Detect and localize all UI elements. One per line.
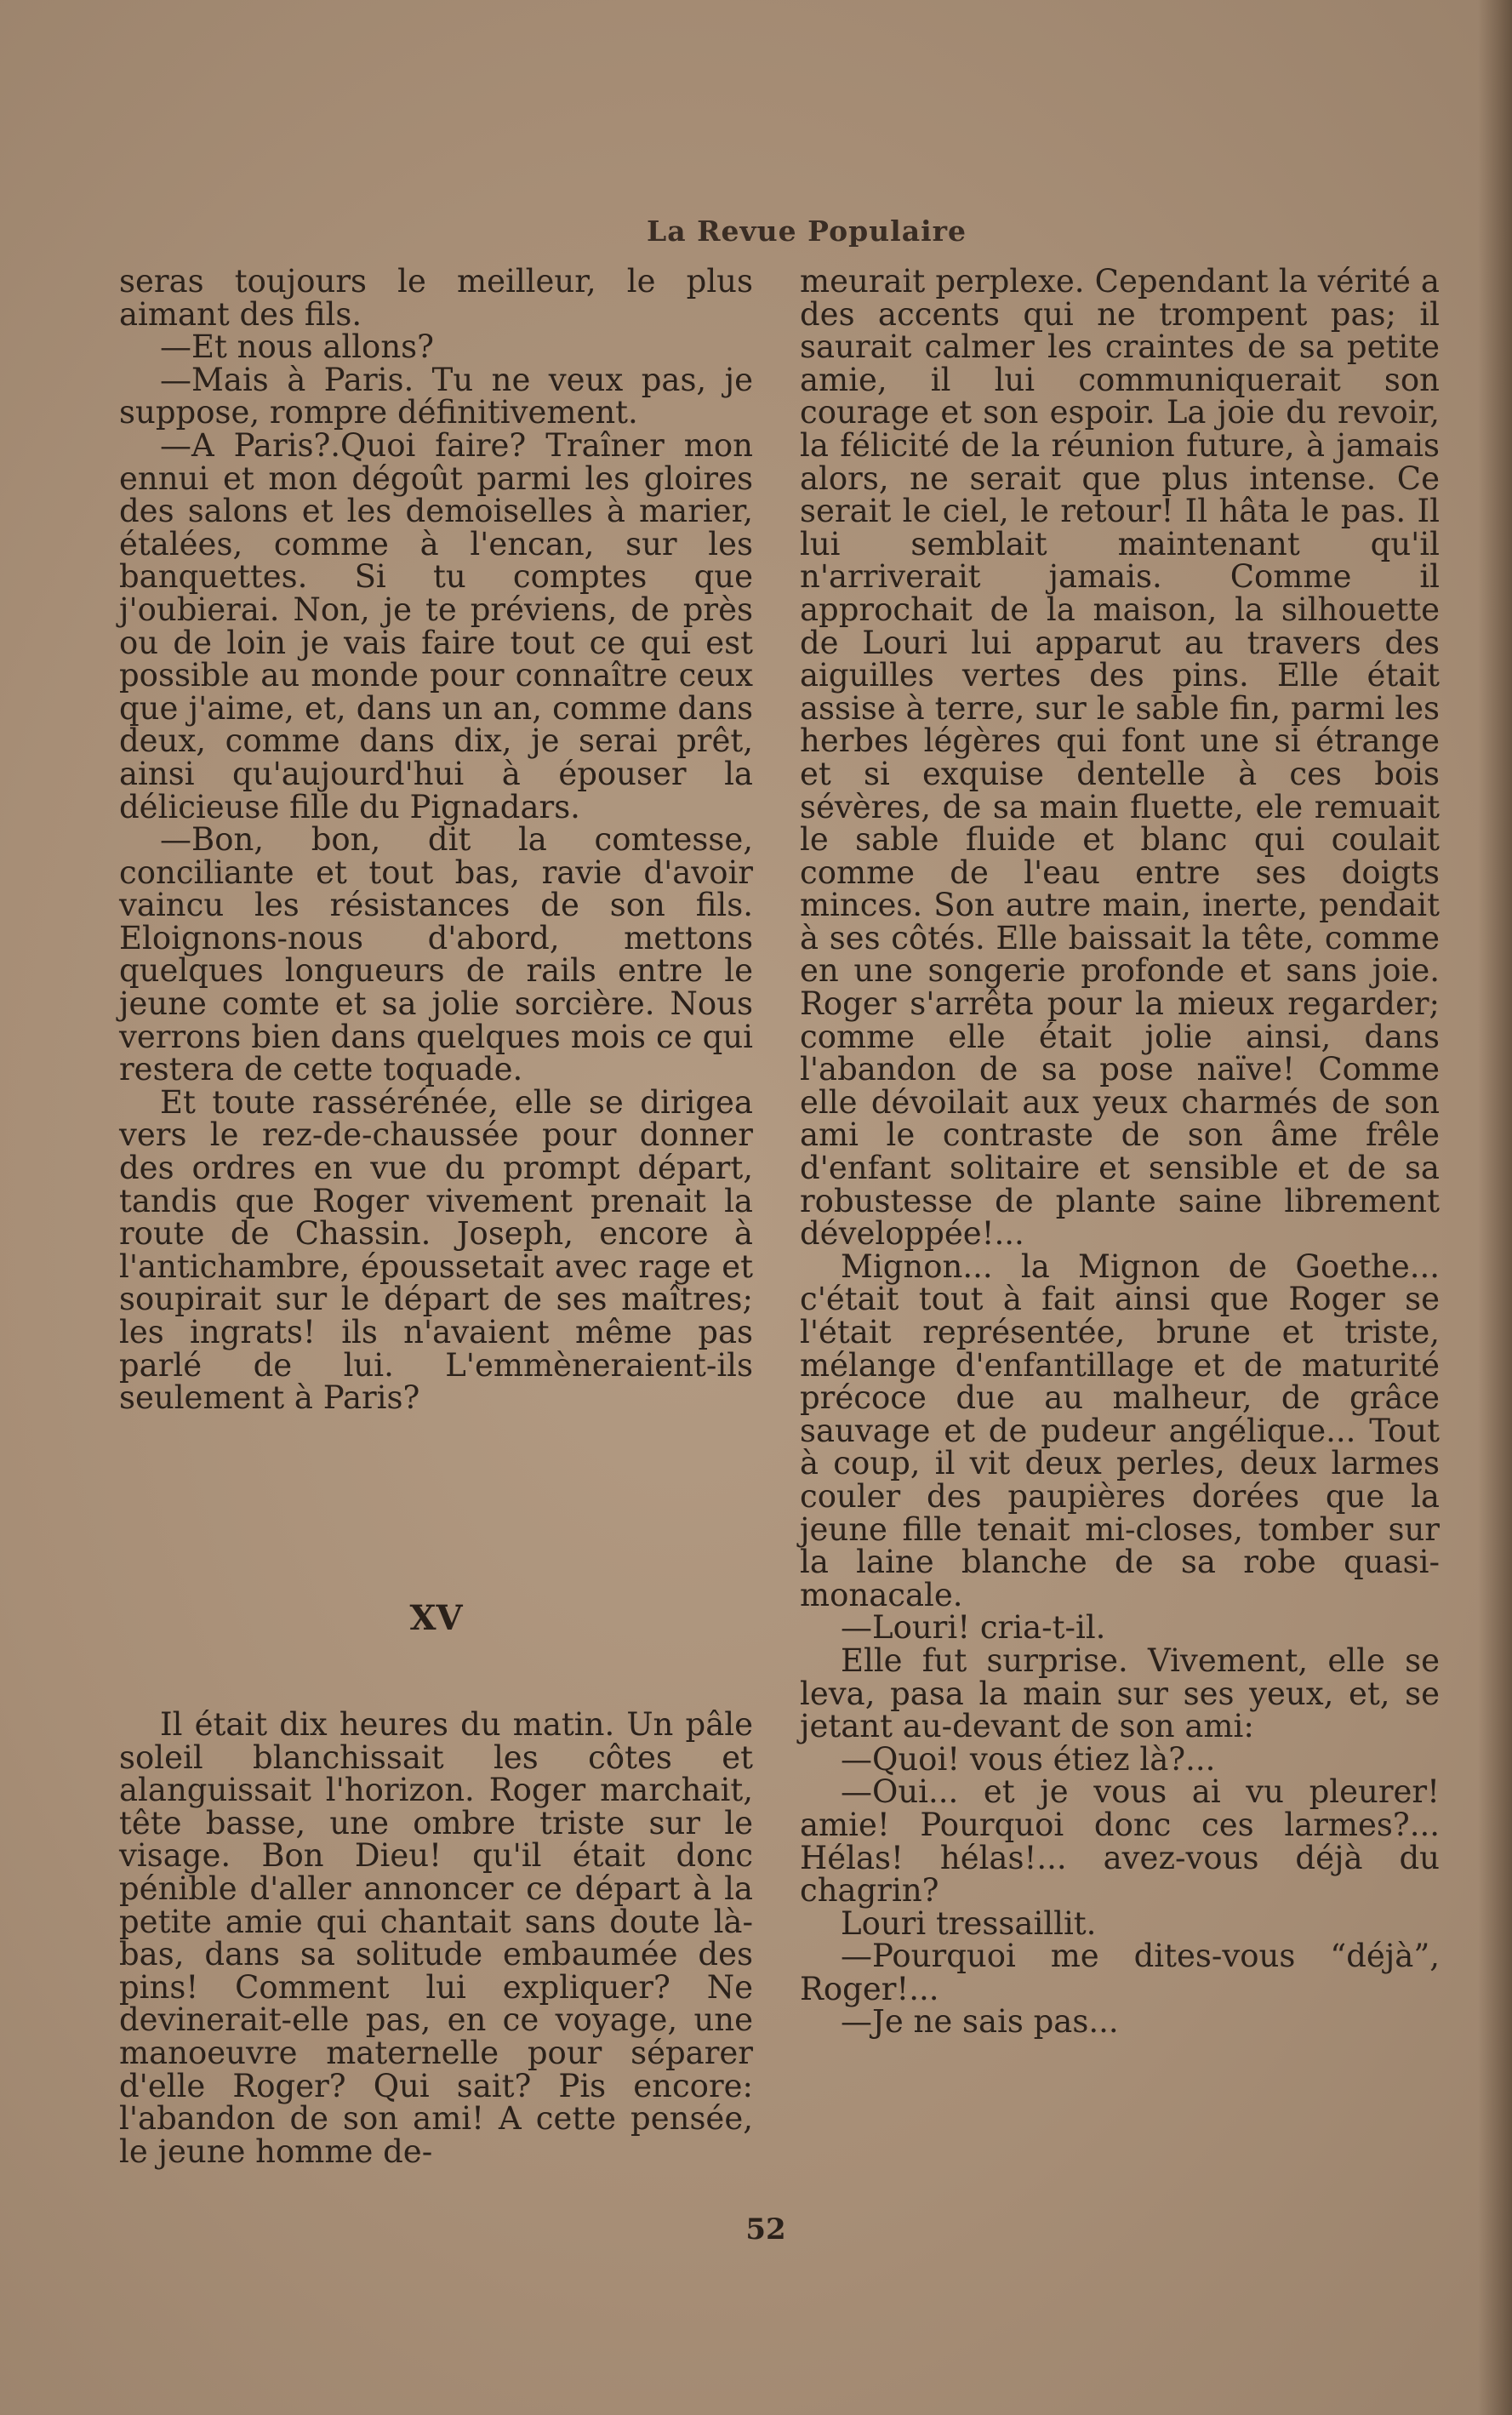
page-edge-shadow [1478, 0, 1512, 2415]
paragraph: —A Paris?.Quoi faire? Traîner mon ennui et mon dégoût parmi les gloires des salons et les demoiselles à marier, étalées, comme à l'encan, sur les banquettes. Si tu comptes que j'oubierai. Non, je te préviens, de près ou de loin je vais faire tout ce qui est possible au monde pour connaître ceux que j'aime, et, dans un an, comme dans deux, comme dans dix, je serai prêt, ainsi qu'aujourd'hui à épouser la délicieuse fille du Pignadars. [119, 426, 753, 825]
paragraph: —Mais à Paris. Tu ne veux pas, je suppose, rompre définitivement. [119, 361, 753, 431]
paragraph: Il était dix heures du matin. Un pâle soleil blanchissait les côtes et alanguissait l'horizon. Roger marchait, tête basse, une ombre triste sur le visage. Bon Dieu! qu'il était donc pénible d'aller annoncer ce départ à la petite amie qui chantait sans doute là-bas, dans sa solitude embaumée des pins! Comment lui expliquer? Ne devinerait-elle pas, en ce voyage, une manoeuvre maternelle pour séparer d'elle Roger? Qui sait? Pis encore: l'abandon de son ami! A cette pensée, le jeune homme de- [119, 1706, 753, 2170]
paragraph: —Oui... et je vous ai vu pleurer! amie! Pourquoi donc ces larmes?... Hélas! hélas!... avez-vous déjà du chagrin? [800, 1773, 1440, 1910]
right-column [800, 265, 1440, 2039]
paragraph: —Quoi! vous étiez là?... [841, 1740, 1216, 1778]
running-header: La Revue Populaire [647, 214, 967, 248]
paragraph: seras toujours le meilleur, le plus aimant des fils. [119, 263, 753, 333]
paragraph: Mignon... la Mignon de Goethe... c'était tout à fait ainsi que Roger se l'était représentée, brune et triste, mélange d'enfantillage et de maturité précoce due au malheur, de grâce sauvage et de pudeur angélique... Tout à coup, il vit deux perles, deux larmes couler des paupières dorées que la jeune fille tenait mi-closes, tomber sur la laine blanche de sa robe quasi-monacale. [800, 1247, 1440, 1613]
paragraph: —Pourquoi me dites-vous “déjà”, Roger!... [800, 1938, 1440, 2007]
paragraph: Louri tressaillit. [841, 1904, 1097, 1942]
left-column [119, 265, 753, 1415]
paragraph: meurait perplexe. Cependant la vérité a des accents qui ne trompent pas; il saurait calmer les craintes de sa petite amie, il lui communiquerait son courage et son espoir. La joie du revoir, la félicité de la réunion future, à jamais alors, ne serait que plus intense. Ce serait le ciel, le retour! Il hâta le pas. Il lui semblait maintenant qu'il n'arriverait jamais. Comme il approchait de la maison, la silhouette de Louri lui apparut au travers des aiguilles vertes des pins. Elle était assise à terre, sur le sable fin, parmi les herbes légères qui font une si étrange et si exquise dentelle à ces bois sévères, de sa main fluette, ele remuait le sable fluide et blanc qui coulait comme de l'eau entre ses doigts minces. Son autre main, inerte, pendait à ses côtés. Elle baissait la tête, comme en une songerie profonde et sans joie. Roger s'arrêta pour la mieux regarder; comme elle était jolie ainsi, dans l'abandon de sa pose naïve! Comme elle dévoilait aux yeux charmés de son ami le contraste de son âme frêle d'enfant solitaire et sensible et de sa robustesse de plante saine librement développée!... [800, 263, 1440, 1253]
left-column-chapter-text [119, 1706, 753, 2170]
page-number: 52 [745, 2212, 786, 2247]
paragraph: —Je ne sais pas... [841, 2003, 1119, 2041]
paragraph: —Bon, bon, dit la comtesse, conciliante et tout bas, ravie d'avoir vaincu les résistances de son fils. Eloignons-nous d'abord, mettons quelques longueurs de rails entre le jeune comte et sa jolie sorcière. Nous verrons bien dans quelques mois ce qui restera de cette toquade. [119, 821, 753, 1088]
paragraph: Elle fut surprise. Vivement, elle se leva, pasa la main sur ses yeux, et, se jetant au-devant de son ami: [800, 1641, 1440, 1745]
paragraph: —Louri! cria-t-il. [841, 1609, 1106, 1647]
paragraph: —Et nous allons? [160, 328, 434, 366]
chapter-heading: XV [409, 1598, 463, 1638]
paragraph: Et toute rassérénée, elle se dirigea vers le rez-de-chaussée pour donner des ordres en vue du prompt départ, tandis que Roger vivement prenait la route de Chassin. Joseph, encore à l'antichambre, époussetait avec rage et soupirait sur le départ de ses maîtres; les ingrats! ils n'avaient même pas parlé de lui. L'emmèneraient-ils seulement à Paris? [119, 1083, 753, 1417]
